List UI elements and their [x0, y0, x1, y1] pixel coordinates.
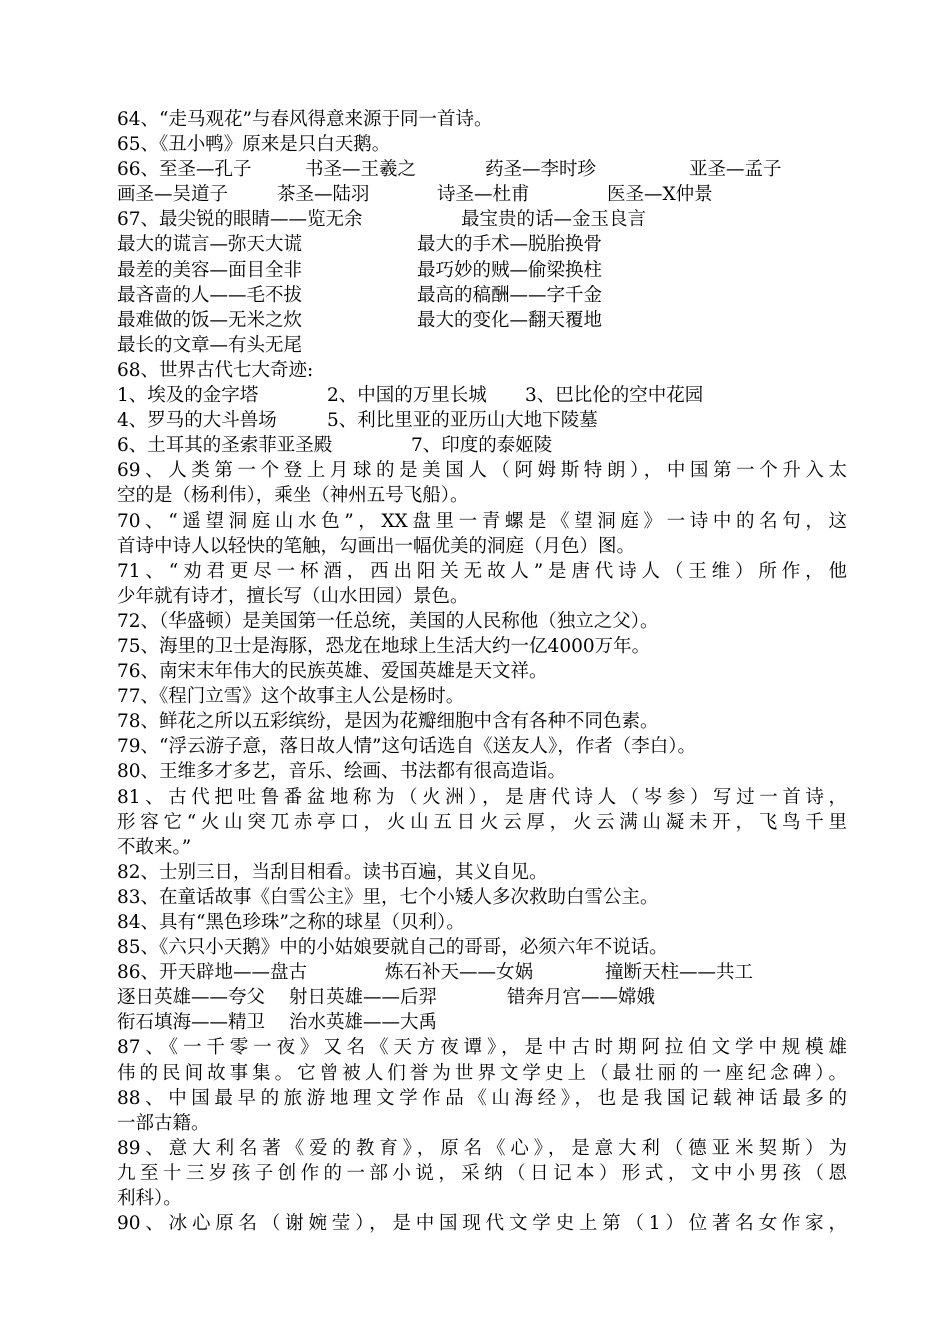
- document-body: [117, 107, 847, 1236]
- text-segment: 撞断天柱——共工: [605, 962, 754, 984]
- text-segment: 九至十三岁孩子创作的一部小说，采纳（日记本）形式，文中小男孩（恩: [117, 1162, 847, 1184]
- text-segment: 最长的文章—有头无尾: [117, 334, 303, 356]
- text-segment: 书圣—王羲之: [305, 159, 417, 181]
- text-line: [117, 308, 847, 333]
- text-line: [117, 433, 847, 458]
- text-segment: 87、《一千零一夜》又名《天方夜谭》，是中古时期阿拉伯文学中规模雄: [117, 1037, 847, 1059]
- text-line: [117, 960, 847, 985]
- text-line: [117, 759, 847, 784]
- text-segment: 71、“劝君更尽一杯酒，西出阳关无故人”是唐代诗人（王维）所作，他: [117, 560, 847, 582]
- text-segment: 67、最尖锐的眼睛——览无余: [117, 209, 363, 231]
- text-segment: 69、人类第一个登上月球的是美国人（阿姆斯特朗），中国第一个升入太: [117, 460, 847, 482]
- text-line: [117, 1061, 847, 1086]
- text-segment: 不敢来。”: [117, 836, 192, 858]
- text-segment: 7、印度的泰姬陵: [411, 435, 553, 457]
- text-line: [117, 509, 847, 534]
- text-segment: 少年就有诗才，擅长写（山水田园）景色。: [117, 585, 469, 607]
- text-line: [117, 1111, 847, 1136]
- text-line: [117, 157, 847, 182]
- text-segment: 治水英雄——大禹: [289, 1012, 438, 1034]
- text-line: [117, 860, 847, 885]
- text-segment: 90、冰心原名（谢婉莹），是中国现代文学史上第（1）位著名女作家，: [117, 1213, 847, 1235]
- text-line: [117, 910, 847, 935]
- text-line: [117, 1010, 847, 1035]
- text-segment: 亚圣—孟子: [689, 159, 782, 181]
- text-segment: 5、利比里亚的亚历山大地下陵墓: [327, 410, 598, 432]
- text-line: [117, 885, 847, 910]
- text-segment: 84、具有“黑色珍珠”之称的球星（贝利）。: [117, 912, 465, 933]
- text-line: [117, 810, 847, 835]
- text-line: [117, 258, 847, 283]
- text-segment: 77、《程门立雪》这个故事主人公是杨时。: [117, 686, 465, 708]
- text-line: [117, 734, 847, 759]
- text-segment: 72、（华盛顿）是美国第一任总统，美国的人民称他（独立之父）。: [117, 610, 659, 632]
- text-segment: 最难做的饭—无米之炊: [117, 309, 303, 331]
- text-segment: 诗圣—杜甫: [437, 184, 530, 206]
- text-segment: 66、至圣—孔子: [117, 159, 252, 181]
- text-segment: 茶圣—陆羽: [277, 184, 370, 206]
- text-segment: 最大的变化—翻天覆地: [417, 309, 603, 331]
- text-segment: 最宝贵的话—金玉良言: [461, 209, 647, 231]
- text-segment: 86、开天辟地——盘古: [117, 962, 308, 984]
- text-line: [117, 182, 847, 207]
- text-line: [117, 358, 847, 383]
- text-segment: 70、“遥望洞庭山水色”，XX盘里一青螺是《望洞庭》一诗中的名句，这: [117, 510, 847, 532]
- text-segment: 1、埃及的金字塔: [117, 385, 259, 407]
- text-line: [117, 985, 847, 1010]
- text-line: [117, 609, 847, 634]
- text-line: [117, 283, 847, 308]
- text-segment: 空的是（杨利伟），乘坐（神州五号飞船）。: [117, 485, 469, 507]
- text-line: [117, 1086, 847, 1111]
- text-line: [117, 935, 847, 960]
- text-segment: 88、中国最早的旅游地理文学作品《山海经》，也是我国记载神话最多的: [117, 1087, 847, 1109]
- text-segment: 65、《丑小鸭》原来是只白天鹅。: [117, 134, 391, 156]
- text-segment: 81、古代把吐鲁番盆地称为（火洲），是唐代诗人（岑参）写过一首诗，: [117, 786, 847, 808]
- text-line: [117, 1035, 847, 1060]
- text-line: [117, 333, 847, 358]
- text-segment: 82、士别三日，当刮目相看。读书百遍，其义自见。: [117, 861, 548, 883]
- text-segment: 一部古籍。: [117, 1112, 210, 1134]
- text-line: [117, 207, 847, 232]
- text-segment: 医圣—X仲景: [607, 184, 713, 206]
- text-segment: 85、《六只小天鹅》中的小姑娘要就自己的哥哥，必须六年不说话。: [117, 937, 668, 959]
- text-line: [117, 1161, 847, 1186]
- text-segment: 3、巴比伦的空中花园: [525, 385, 704, 407]
- text-segment: 衔石填海——精卫: [117, 1012, 266, 1034]
- text-segment: 最吝啬的人——毛不拔: [117, 284, 303, 306]
- text-segment: 药圣—李时珍: [485, 159, 597, 181]
- text-line: [117, 232, 847, 257]
- text-segment: 76、南宋末年伟大的民族英雄、爱国英雄是天文祥。: [117, 661, 548, 683]
- text-segment: 利科）。: [117, 1188, 182, 1210]
- text-segment: 最大的谎言—弥天大谎: [117, 234, 303, 256]
- text-line: [117, 684, 847, 709]
- text-line: [117, 1186, 847, 1211]
- text-line: [117, 634, 847, 659]
- text-segment: 78、鲜花之所以五彩缤纷，是因为花瓣细胞中含有各种不同色素。: [117, 711, 659, 733]
- text-line: [117, 709, 847, 734]
- text-segment: 4、罗马的大斗兽场: [117, 410, 277, 432]
- text-segment: 首诗中诗人以轻快的笔触，勾画出一幅优美的洞庭（月色）图。: [117, 535, 636, 557]
- text-segment: 画圣—吴道子: [117, 184, 229, 206]
- text-segment: 6、土耳其的圣索菲亚圣殿: [117, 435, 333, 457]
- text-segment: 79、“浮云游子意，落日故人情”这句话选自《送友人》，作者（李白）。: [117, 736, 696, 758]
- text-segment: 83、在童话故事《白雪公主》里，七个小矮人多次救助白雪公主。: [117, 886, 659, 908]
- text-line: [117, 559, 847, 584]
- text-segment: 错奔月宫——嫦娥: [507, 987, 656, 1009]
- text-segment: 64、“走马观花”与春风得意来源于同一首诗。: [117, 109, 493, 130]
- text-segment: 68、世界古代七大奇迹:: [117, 359, 314, 381]
- text-segment: 射日英雄——后羿: [289, 987, 438, 1009]
- text-segment: 形容它“火山突兀赤亭口，火山五日火云厚，火云满山凝未开，飞鸟千里: [117, 811, 847, 833]
- text-line: [117, 659, 847, 684]
- text-segment: 80、王维多才多艺，音乐、绘画、书法都有很高造诣。: [117, 761, 567, 783]
- text-segment: 逐日英雄——夸父: [117, 987, 266, 1009]
- text-segment: 炼石补天——女娲: [385, 962, 534, 984]
- text-line: [117, 408, 847, 433]
- text-segment: 最高的稿酬——字千金: [417, 284, 603, 306]
- text-line: [117, 458, 847, 483]
- text-line: [117, 383, 847, 408]
- text-line: [117, 483, 847, 508]
- text-segment: 89、意大利名著《爱的教育》，原名《心》，是意大利（德亚米契斯）为: [117, 1137, 847, 1159]
- text-segment: 伟的民间故事集。它曾被人们誉为世界文学史上（最壮丽的一座纪念碑）。: [117, 1062, 847, 1084]
- text-segment: 2、中国的万里长城: [327, 385, 487, 407]
- text-segment: 最差的美容—面目全非: [117, 259, 303, 281]
- text-segment: 75、海里的卫士是海豚，恐龙在地球上生活大约一亿4000万年。: [117, 635, 651, 657]
- text-line: [117, 107, 847, 132]
- text-segment: 最巧妙的贼—偷梁换柱: [417, 259, 603, 281]
- text-segment: 最大的手术—脱胎换骨: [417, 234, 603, 256]
- text-line: [117, 785, 847, 810]
- text-line: [117, 1211, 847, 1236]
- text-line: [117, 1136, 847, 1161]
- text-line: [117, 584, 847, 609]
- text-line: [117, 534, 847, 559]
- text-line: [117, 132, 847, 157]
- text-line: [117, 835, 847, 860]
